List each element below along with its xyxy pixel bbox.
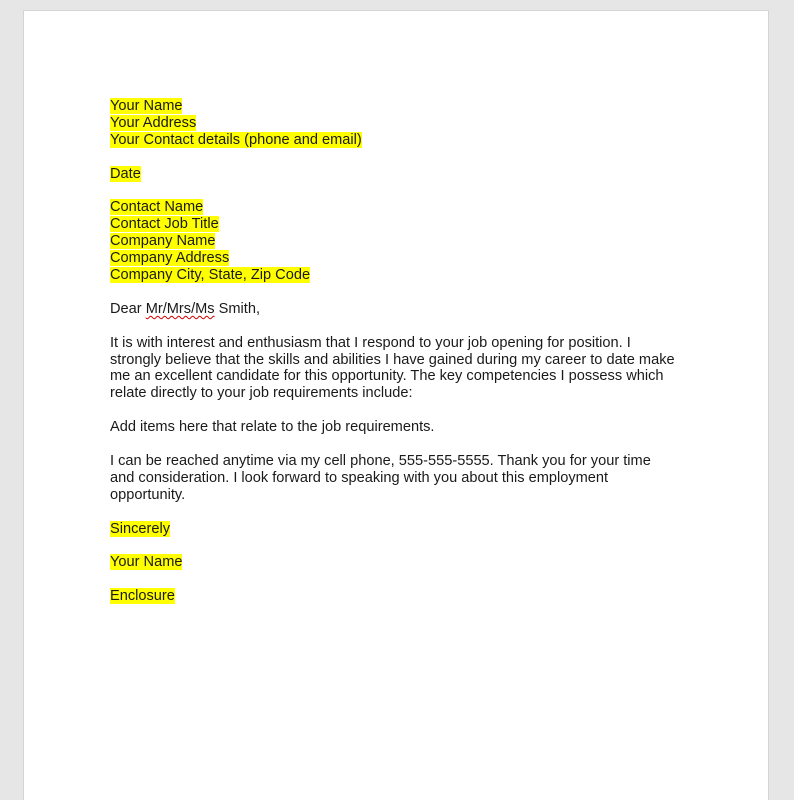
- salutation-prefix: Dear: [110, 300, 146, 317]
- sender-address: Your Address: [110, 114, 197, 131]
- recipient-city-state-zip: Company City, State, Zip Code: [110, 267, 311, 284]
- salutation-suffix: Smith,: [214, 300, 261, 317]
- closing: Sincerely: [110, 520, 171, 537]
- sender-name: Your Name: [110, 98, 183, 114]
- recipient-job-title: Contact Job Title: [110, 216, 219, 233]
- recipient-address: Company Address: [110, 250, 230, 267]
- paragraph-line: strongly believe that the skills and abilities I have gained during my career to date make: [110, 351, 675, 368]
- paragraph-line: Add items here that relate to the job requirements.: [110, 419, 435, 436]
- paragraph-line: opportunity.: [110, 486, 186, 503]
- paragraph-line: It is with interest and enthusiasm that I respond to your job opening for position. I: [110, 334, 631, 351]
- paragraph-line: I can be reached anytime via my cell phone, 555-555-5555. Thank you for your time: [110, 452, 651, 469]
- body-paragraph-2: [110, 419, 700, 436]
- sender-contact: Your Contact details (phone and email): [110, 131, 362, 148]
- salutation-honorific-misspelled: Mr/Mrs/Ms: [145, 300, 215, 317]
- sender-block: [110, 98, 700, 149]
- body-paragraph-3: [110, 453, 700, 504]
- recipient-company: Company Name: [110, 233, 216, 250]
- document-page: [23, 10, 769, 800]
- body-paragraph-1: [110, 335, 700, 403]
- letter-body[interactable]: [110, 98, 700, 605]
- enclosure: Enclosure: [110, 588, 175, 605]
- recipient-block: [110, 199, 700, 284]
- salutation: [110, 301, 700, 318]
- paragraph-line: me an excellent candidate for this opportunity. The key competencies I possess which: [110, 368, 664, 385]
- letter-date: Date: [110, 165, 141, 182]
- paragraph-line: and consideration. I look forward to speaking with you about this employment: [110, 469, 609, 486]
- signature-name: Your Name: [110, 554, 183, 571]
- paragraph-line: relate directly to your job requirements include:: [110, 385, 413, 402]
- recipient-name: Contact Name: [110, 199, 204, 216]
